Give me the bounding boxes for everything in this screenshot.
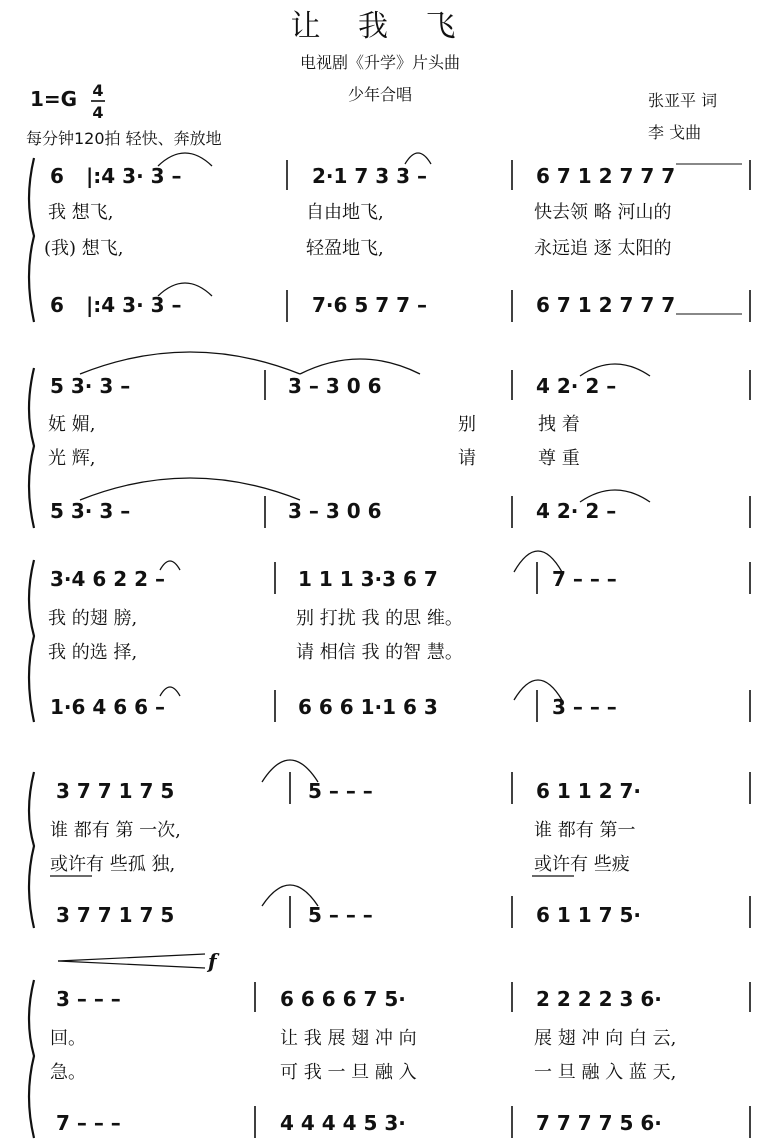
hairpin-lower-line xyxy=(58,961,205,968)
lyric-verse-2: 急。 xyxy=(50,1062,86,1083)
lyricist-credit: 张亚平 词 xyxy=(648,91,718,110)
lyric-verse-2: 可 我 一 旦 融 入 xyxy=(280,1062,417,1083)
system-5-bracket xyxy=(29,980,34,1138)
hairpin-upper-line xyxy=(58,954,205,961)
system-4-bracket xyxy=(29,772,34,928)
upper-voice-measure: 5 3· 3 – xyxy=(50,374,131,398)
lyric-verse-2: 请 xyxy=(458,448,476,469)
system-3-bracket xyxy=(29,560,34,722)
lyric-verse-1: 谁 都有 第一 xyxy=(534,820,636,841)
lower-voice-measure: 3 7 7 1 7 5 xyxy=(56,903,175,927)
lyric-verse-1: 别 打扰 我 的思 维。 xyxy=(296,608,463,629)
time-signature-top: 4 xyxy=(92,81,104,100)
lyric-verse-1: 拽 着 xyxy=(538,414,580,435)
lower-voice-measure: 7 7 7 7 5 6· xyxy=(536,1111,662,1135)
lower-voice-measure: 6 6 6 1·1 6 3 xyxy=(298,695,438,719)
lower-voice-measure: 6 xyxy=(50,293,64,317)
upper-voice-measure: 6 7 1 2 7 7 7 xyxy=(536,164,676,188)
crescendo-hairpin xyxy=(58,949,220,973)
lyric-verse-1: 谁 都有 第 一次, xyxy=(50,820,181,841)
lyric-verse-1: 别 xyxy=(458,414,476,435)
upper-voice-measure: 6 1 1 2 7· xyxy=(536,779,642,803)
lyric-verse-2: 或许有 些孤 独, xyxy=(50,854,176,875)
lower-voice-measure: |:4 3· 3 – xyxy=(86,293,182,317)
upper-voice-measure: 3 7 7 1 7 5 xyxy=(56,779,175,803)
lyric-verse-2: (我) 想飞, xyxy=(44,238,124,259)
tie-slur xyxy=(300,359,420,374)
lyric-verse-2: 永远追 逐 太阳的 xyxy=(534,238,672,259)
dynamic-marking: f xyxy=(208,949,217,973)
lyric-verse-1: 展 翅 冲 向 白 云, xyxy=(534,1028,677,1049)
upper-voice-measure: 3·4 6 2 2 – xyxy=(50,567,166,591)
lower-voice-measure: 5 – – – xyxy=(308,903,373,927)
tie-slur xyxy=(80,352,300,374)
lower-voice-measure: 1·6 4 6 6 – xyxy=(50,695,166,719)
tie-slur xyxy=(80,478,300,500)
lyric-verse-1: 快去领 略 河山的 xyxy=(534,202,672,223)
tempo-marking: 每分钟120拍 轻快、奔放地 xyxy=(26,129,222,148)
lower-voice-measure: 6 1 1 7 5· xyxy=(536,903,642,927)
upper-voice-measure: 2 2 2 2 3 6· xyxy=(536,987,662,1011)
lyric-verse-1: 妩 媚, xyxy=(48,414,96,435)
lower-voice-measure: 7 – – – xyxy=(56,1111,121,1135)
lower-voice-measure: 5 3· 3 – xyxy=(50,499,131,523)
system-5 xyxy=(29,980,750,1138)
upper-voice-measure: 7 – – – xyxy=(552,567,617,591)
system-1-bracket xyxy=(29,158,34,322)
upper-voice-measure: 5 – – – xyxy=(308,779,373,803)
key-signature: 1=G xyxy=(30,87,78,111)
upper-voice-measure: 4 2· 2 – xyxy=(536,374,617,398)
upper-voice-measure: 1 1 1 3·3 6 7 xyxy=(298,567,438,591)
lyric-verse-2: 请 相信 我 的智 慧。 xyxy=(296,642,463,663)
lower-voice-measure: 4 4 4 4 5 3· xyxy=(280,1111,406,1135)
lyric-verse-2: 一 旦 融 入 蓝 天, xyxy=(534,1062,677,1083)
tie-slur xyxy=(405,153,431,164)
system-2 xyxy=(29,352,750,528)
system-3 xyxy=(29,551,750,722)
upper-voice-measure: 6 6 6 6 7 5· xyxy=(280,987,406,1011)
lyric-verse-1: 我 的翅 膀, xyxy=(48,608,138,629)
time-signature-bottom: 4 xyxy=(92,103,104,122)
upper-voice-measure: 6 xyxy=(50,164,64,188)
system-4 xyxy=(29,760,750,928)
composer-credit: 李 戈曲 xyxy=(648,123,702,142)
song-subtitle: 电视剧《升学》片头曲 xyxy=(299,53,461,72)
lower-voice-measure: 6 7 1 2 7 7 7 xyxy=(536,293,676,317)
lower-voice-measure: 4 2· 2 – xyxy=(536,499,617,523)
ensemble-label: 少年合唱 xyxy=(347,85,413,104)
lyric-verse-1: 我 想飞, xyxy=(48,202,114,223)
lyric-verse-2: 光 辉, xyxy=(48,448,96,469)
lyric-verse-1: 回。 xyxy=(50,1028,86,1049)
lyric-verse-2: 轻盈地飞, xyxy=(306,238,384,259)
system-2-bracket xyxy=(29,368,34,528)
lyric-verse-1: 让 我 展 翅 冲 向 xyxy=(280,1028,417,1049)
lyric-verse-2: 或许有 些疲 xyxy=(534,854,630,875)
upper-voice-measure: 3 – – – xyxy=(56,987,121,1011)
lower-voice-measure: 7·6 5 7 7 – xyxy=(312,293,428,317)
lyric-verse-2: 我 的选 择, xyxy=(48,642,138,663)
upper-voice-measure: |:4 3· 3 – xyxy=(86,164,182,188)
upper-voice-measure: 3 – 3 0 6 xyxy=(288,374,382,398)
lower-voice-measure: 3 – 3 0 6 xyxy=(288,499,382,523)
lyric-verse-1: 自由地飞, xyxy=(306,202,384,223)
lower-voice-measure: 3 – – – xyxy=(552,695,617,719)
song-title: 让 我 飞 xyxy=(290,9,470,44)
upper-voice-measure: 2·1 7 3 3 – xyxy=(312,164,428,188)
lyric-verse-2: 尊 重 xyxy=(538,448,580,469)
system-1 xyxy=(29,153,750,322)
